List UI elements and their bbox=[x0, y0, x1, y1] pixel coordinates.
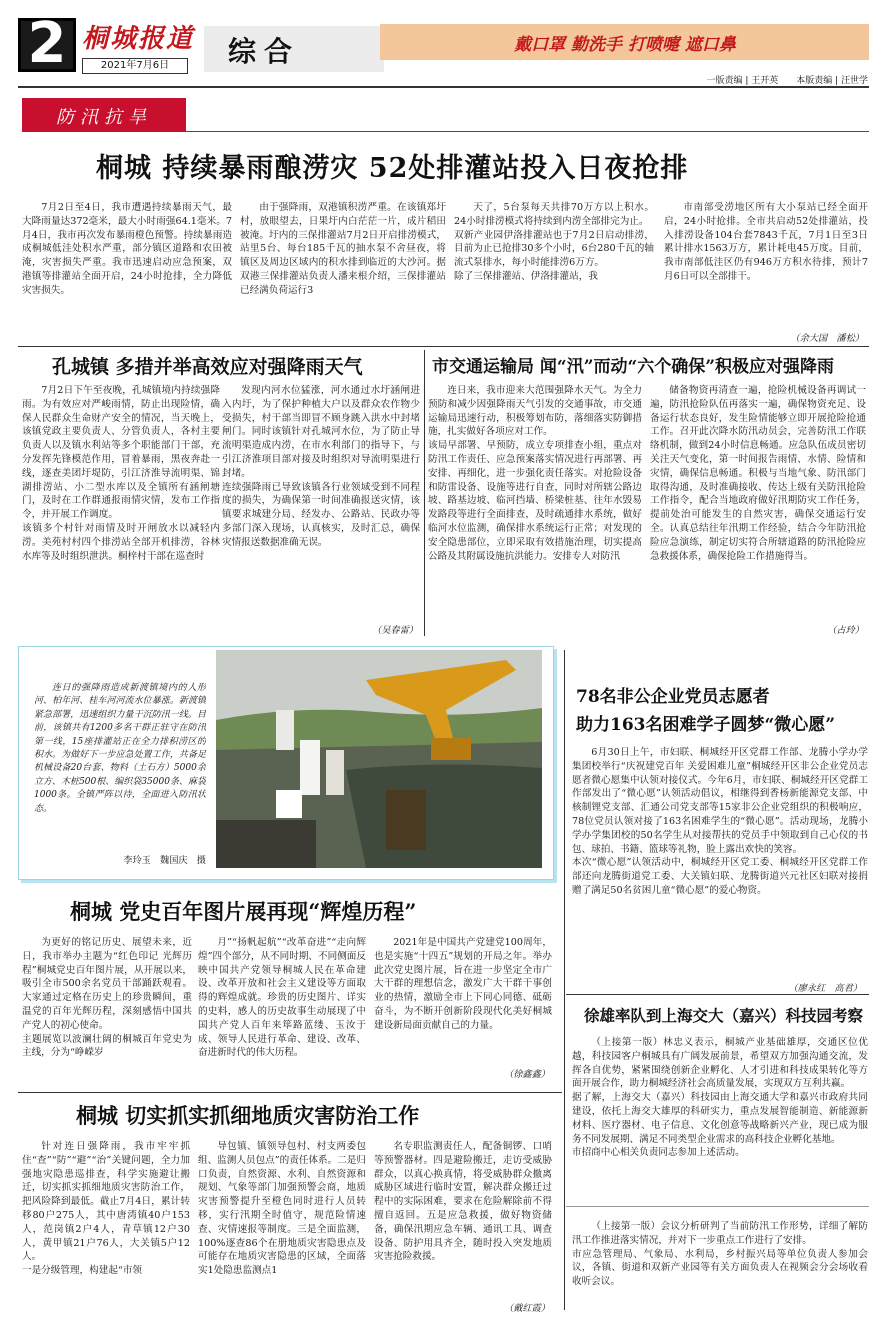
volunteer-text-body: 6月30日上午，市妇联、桐城经开区党群工作部、龙腾小学办学集团校举行“庆祝建党百年 关爱困难儿童”桐城经开区非公企业党员志愿者微心愿集中认领对接仪式。今年6月，市妇联、桐城经开区党群工作部发出了“微心愿”认领活动倡议，相继得到香杨新能源党支部、中核制锂党支部、汇通公司党支部等15家非公企业党组织的积极响应，78位党员认领对接了163名困难学生的“微心愿”。活动现场，龙腾小学办学集团校的50名学生从对接帮扶的党员手中领取到自己心仪的书包、球拍、书籍、篮球等礼物，脸上露出欢快的笑容。 本次“微心愿”认领活动中，桐城经开区党工委、桐城经开区党群工作部还向龙腾街道党工委、大关镇妇联、龙腾街道兴元社区妇联对接捐赠了满足50名贫困儿童“微心愿”的爱心物资。 bbox=[572, 747, 868, 896]
disaster-col-2-text: 导包镇、镇领导包村、村支两委包组、监测人员包点”的责任体系。二是归口负责，自然资源、水利、自然资源和规划、气象等部门加强预警会商，地质灾害预警提升至橙色同时进行人员转移，实行汛期全时值守，规范险情速查、灾情速报等制度。三是全面监测，100%逐查86个在册地质灾害隐患点及可能存在地质灾害隐患的区域，全面落实1处隐患监测点1 bbox=[198, 1141, 366, 1277]
exhibit-col-3-text: 2021年是中国共产党建党100周年，也是实施“十四五”规划的开局之年。举办此次党史图片展，旨在进一步坚定全市广大干群的理想信念，激发广大干群干事创业的热情，激励全市上下同心同德、砥砺奋斗，为不断开创新阶段现代化美好桐城建设新局面贡献自己的力量。 bbox=[374, 937, 552, 1031]
disaster-headline: 桐城 切实抓实抓细地质灾害防治工作 bbox=[76, 1103, 420, 1128]
photo-credit: 李玲玉 魏国庆 摄 bbox=[123, 855, 206, 866]
kongcheng-col-1 bbox=[22, 384, 220, 634]
kongcheng-col-1-text: 7月2日下午至夜晚，孔城镇境内持续强降雨。为有效应对严峻雨情，防止出现险情，确保人民群众生命财产安全的情况，当天晚上，该镇党政主要负责人、分管负责人，各村主要负责人以及镇水利站等多个职能部门干部，充分发挥先锋模范作用，冒着暴雨，黑夜奔赴一线，逐查美团圩堤防，引江济淮导流明渠、锦湖排涝站、小二型水库以及全镇所有涵闸塘门，及时在工作群通报雨情灾情，发布工作指令，并开展工作调度。 该镇多个村针对雨情及时开闸放水以减轻内涝。美苑村村四个排涝站全部开机排涝，谷林水库等及时组织泄洪。桐梓村干部在巡查时 bbox=[22, 385, 220, 562]
lead-col-2-text: 由于强降雨，双港镇积涝严重。在该镇郑圩村，放眼望去，日果圩内白茫茫一片，成片稻田被淹。圩内的三保排灌站7月2日开启排涝模式，站里5台、每台185千瓦的抽水泵不舍昼夜，将镇区及周边区域内的积水排到临近的大沙河。据双港三保排灌站负责人潘来根介绍，三保排灌站已经满负荷运行3 bbox=[240, 202, 446, 296]
lead-col-4 bbox=[664, 201, 868, 329]
banner-rule bbox=[186, 131, 869, 132]
disaster-col-3-text: 名专职监测责任人，配备铜锣、口哨等预警器材。四是避险搬迁，走访受威胁群众，以真心换真情，将受威胁群众撤离威胁区域进行临时安置，解决群众搬迁过程中的实际困难，要求在危险解除前不得擅自返回。五是应急救援，做好物资储备，确保汛期应急车辆、通讯工具、调查设备、防护用具齐全，随时投入突发地质灾害抢险救援。 bbox=[374, 1141, 552, 1263]
xu-rule bbox=[566, 1206, 869, 1207]
editor-line: 一版责编 | 王开英 本版责编 | 汪世学 bbox=[706, 76, 868, 86]
volunteer-text bbox=[572, 746, 868, 978]
transport-byline: （占玲） bbox=[827, 625, 864, 636]
exhibit-col-2-text: 月”“扬帆起航”“改革奋进”“走向辉煌”四个部分，从不同时期、不同侧面反映中国共产党领导桐城人民在革命建设、改革开放和社会主义建设等方面取得的辉煌成就。珍贵的历史图片、详实的史料，感人的历史故事生动展现了中国共产党人百年来筚路蓝缕、玉汝于成、领导人民进行革命、建设、改革、奋进新时代的伟大历程。 bbox=[198, 937, 366, 1059]
disaster-col-2 bbox=[198, 1140, 366, 1310]
masthead-rule bbox=[18, 86, 869, 88]
exhibit-col-3 bbox=[374, 936, 552, 1060]
photo-caption bbox=[34, 682, 206, 850]
exhibit-rule bbox=[18, 1092, 562, 1093]
flood-photo bbox=[216, 650, 542, 868]
masthead bbox=[18, 11, 869, 86]
volunteer-byline: （廖永红 高君） bbox=[788, 983, 862, 994]
exhibit-col-1-text: 为更好的铭记历史、展望未来，近日，我市举办主题为“红色印记 光辉历程”桐城党史百年图片展，从开展以来，吸引全市500余名党员干部踊跃观看。大家通过定格在历史上的珍贵瞬间，重温党的百年光辉历程，深刻感悟中国共产党人的初心使命。 主题展览以波澜壮阔的桐城百年党史为主线，分为“峥嵘岁 bbox=[22, 937, 192, 1059]
transport-headline: 市交通运输局 闻“汛”而动“六个确保”积极应对强降雨 bbox=[432, 357, 835, 377]
volunteer-headline-2: 助力163名困难学子圆梦“微心愿” bbox=[576, 715, 836, 735]
paper-name-logo: 桐城报道 bbox=[82, 24, 195, 54]
exhibit-col-1 bbox=[22, 936, 192, 1086]
lead-rule bbox=[18, 346, 869, 347]
lead-col-4-text: 市南部受涝地区所有大小泵站已经全面开启，24小时抢排。全市共启动52处排灌站，投入排涝设备104台套7843千瓦，7月1日至3日累计排水1563万方，累计耗电45万度。目前，我市南部低洼区仍有946万方积水待排，预计7月6日可以全部排干。 bbox=[664, 202, 868, 282]
meeting-text bbox=[572, 1220, 868, 1310]
exhibit-col-2 bbox=[198, 936, 366, 1086]
kongcheng-col-2-text: 发现内河水位猛涨，河水通过水圩涵闸进入内圩，为了保护种植大户以及群众农作物少受损失，村干部当即冒不顾身跳入洪水中封堵闸门。同时该镇针对孔城河水位，为了防止导流明渠造成内涝，在市水利部门的指导下，与引江济淮项目部对接及时组织对导流明渠进行封堵。 连续强降雨已导致该镇各行业领域受到不同程度的损失，为确保第一时间准确报送灾情，该镇要求城建分局、经发办、公路站、民政办等多部门深入现场，认真核实，及时汇总，确保灾情报送数据准确无误。 bbox=[222, 385, 420, 548]
kongcheng-col-2 bbox=[222, 384, 420, 620]
xu-text-body: （上接第一版）林忠义表示，桐城产业基础雄厚，交通区位优越，科技园客户桐城具有广阔发展前景，希望双方加强沟通交流，发挥各自优势，紧紧围绕创新企业孵化、人才引进和科技成果转化等方面开展合作，助力桐城经济社会高质量发展，实现双方互利共赢。 据了解，上海交大（嘉兴）科技园由上海交通大学和嘉兴市政府共同建设，依托上海交大雄厚的科研实力，重点发展智能制造、新能源新材料、医疗器材、电子信息、文化创意等战略新兴产业，现已成为服务不同发展期、满足不同类型企业需求的高科技企业孵化基地。 市招商中心相关负责同志参加上述活动。 bbox=[572, 1037, 868, 1159]
exhibit-headline: 桐城 党史百年图片展再现“辉煌历程” bbox=[70, 899, 417, 924]
disaster-col-1 bbox=[22, 1140, 190, 1310]
disaster-byline: （戴红霞） bbox=[504, 1303, 550, 1314]
transport-col-2-text: 储备物资再清查一遍，抢险机械设备再调试一遍，防汛抢险队伍再落实一遍，确保物资充足、设备运行状态良好，发生险情能够立即开展抢险抢通工作。召开此次降水防汛动员会，完善防汛工作联络机制，做到24小时信息畅通。应急队伍成员密切关注天气变化，第一时间报告雨情、水情、险情和灾情，确保信息畅通。积极与当地气象、防汛部门取得沟通，及时准确接收、传达上级有关防汛抢险工作指令，配合当地政府做好汛期防灾工作任务，提前处治可能发生的自然灾害，确保交通运行安全。认真总结往年汛期工作经验，结合今年防汛抢险应急演练，制定切实符合所辖道路的防汛抢险应急救援体系，确保抢险工作措施得当。 bbox=[650, 385, 866, 562]
xu-headline: 徐雄率队到上海交大（嘉兴）科技园考察 bbox=[584, 1006, 864, 1025]
kongcheng-headline: 孔城镇 多措并举高效应对强降雨天气 bbox=[52, 356, 363, 378]
slogan-text: 戴口罩 勤洗手 打喷嚏 遮口鼻 bbox=[514, 35, 736, 55]
volunteer-headline-1: 78名非公企业党员志愿者 bbox=[576, 687, 770, 707]
transport-col-1-text: 连日来，我市迎来大范围强降水天气。为全力预防和减少因强降雨天气引发的交通事故，市交通运输局迅速行动，积极筹划布防，落细落实防御措施，扎实做好各项应对工作。 该局早部署、早预防，成立专项排查小组，重点对防汛工作责任、应急预案落实情况进行再部署、再安排、再细化，进一步强化责任落实。对抢险设备和防雷设备、设施等进行自查，同时对所辖公路边坡、路基边坡、临河挡墙、桥梁桩基、往年水毁易发路段等进行全面排查，及时疏通排水系统，做好临河水位监测，确保排水系统运行正常；对发现的安全隐患部位，立即采取有效措施治理，切实提高公路及其附属设施抗洪能力。安排专人对防汛 bbox=[428, 385, 642, 562]
topic-banner-text: 防汛抗旱 bbox=[56, 107, 152, 128]
photo-caption-text: 连日的强降雨造成新渡镇境内的人形河、柏年河、桂车河河流水位暴涨。新渡镇紧急部署，迅速组织力量干沉防汛一线。目前，该镇共有1200多名干群正驻守在防汛第一线，15座排灌站正在全力排积涝区的积水。为做好下一步应急处置工作，共备足机械设备20台套、物料（土石方）5000余立方、木桩500根、编织袋35000条、麻袋1000条。全镇严阵以待，全面进入防汛状态。 bbox=[34, 683, 206, 814]
lead-col-3 bbox=[454, 201, 654, 341]
lead-byline: （余大国 潘松） bbox=[790, 333, 864, 344]
lead-col-3-text: 天了，5台泵每天共排70万方以上积水。24小时排涝模式将持续到内涝全部排完为止。 双新产业园伊洛排灌站也于7月2日启动排涝，目前为止已抢排30多个小时，6台280千瓦的轴流式泵排水，每小时能排涝6万方。 除了三保排灌站、伊洛排灌站，我 bbox=[454, 202, 654, 282]
disaster-col-3 bbox=[374, 1140, 552, 1300]
lead-col-1 bbox=[22, 201, 232, 341]
right-column-divider bbox=[564, 650, 565, 1310]
lead-col-2 bbox=[240, 201, 446, 341]
volunteer-rule bbox=[566, 994, 869, 995]
page-number-text: 2 bbox=[27, 11, 67, 76]
kongcheng-byline: （吴春雷） bbox=[372, 625, 418, 636]
disaster-col-1-text: 针对连日强降雨，我市牢牢抓住“查”“防”“避”“治”关键问题，全力加强地灾隐患巡排查，科学实施避让搬迁，切实抓实抓细地质灾害防治工作，把风险降到最低。截止7月4日，累计转移80户275人，其中唐湾镇40户153人，范岗镇2户4人，青草镇12户30人，黄甲镇21户76人，大关镇5户12人。 一是分级管理，构建起“市领 bbox=[22, 1141, 190, 1277]
kongcheng-divider bbox=[424, 350, 425, 636]
transport-col-2 bbox=[650, 384, 866, 620]
meeting-text-body: （上接第一版）会议分析研判了当前防汛工作形势，详细了解防汛工作推进落实情况，并对下一步重点工作进行了安排。 市应急管理局、气象局、水利局，乡村振兴局等单位负责人参加会议，各镇、街道和双新产业园等有关方面负责人在视频会分会场收看收听会议。 bbox=[572, 1221, 868, 1288]
exhibit-byline: （徐鑫鑫） bbox=[504, 1069, 550, 1080]
lead-headline: 桐城 持续暴雨酿涝灾 52处排灌站投入日夜抢排 bbox=[96, 153, 689, 184]
section-name: 综合 bbox=[228, 35, 301, 68]
transport-col-1 bbox=[428, 384, 642, 634]
issue-date: 2021年7月6日 bbox=[82, 58, 188, 74]
lead-col-1-text: 7月2日至4日，我市遭遇持续暴雨天气，最大降雨量达372毫米，最大小时雨强64.1毫米。7月4日，我市再次发布暴雨橙色预警。持续暴雨造成桐城低洼处积水严重，部分镇区道路和农田被淹，灾害损失严重。我市迅速启动应急预案，双港镇等排灌站全面开启，24小时抢排，全力降低灾害损失。 bbox=[22, 202, 232, 296]
